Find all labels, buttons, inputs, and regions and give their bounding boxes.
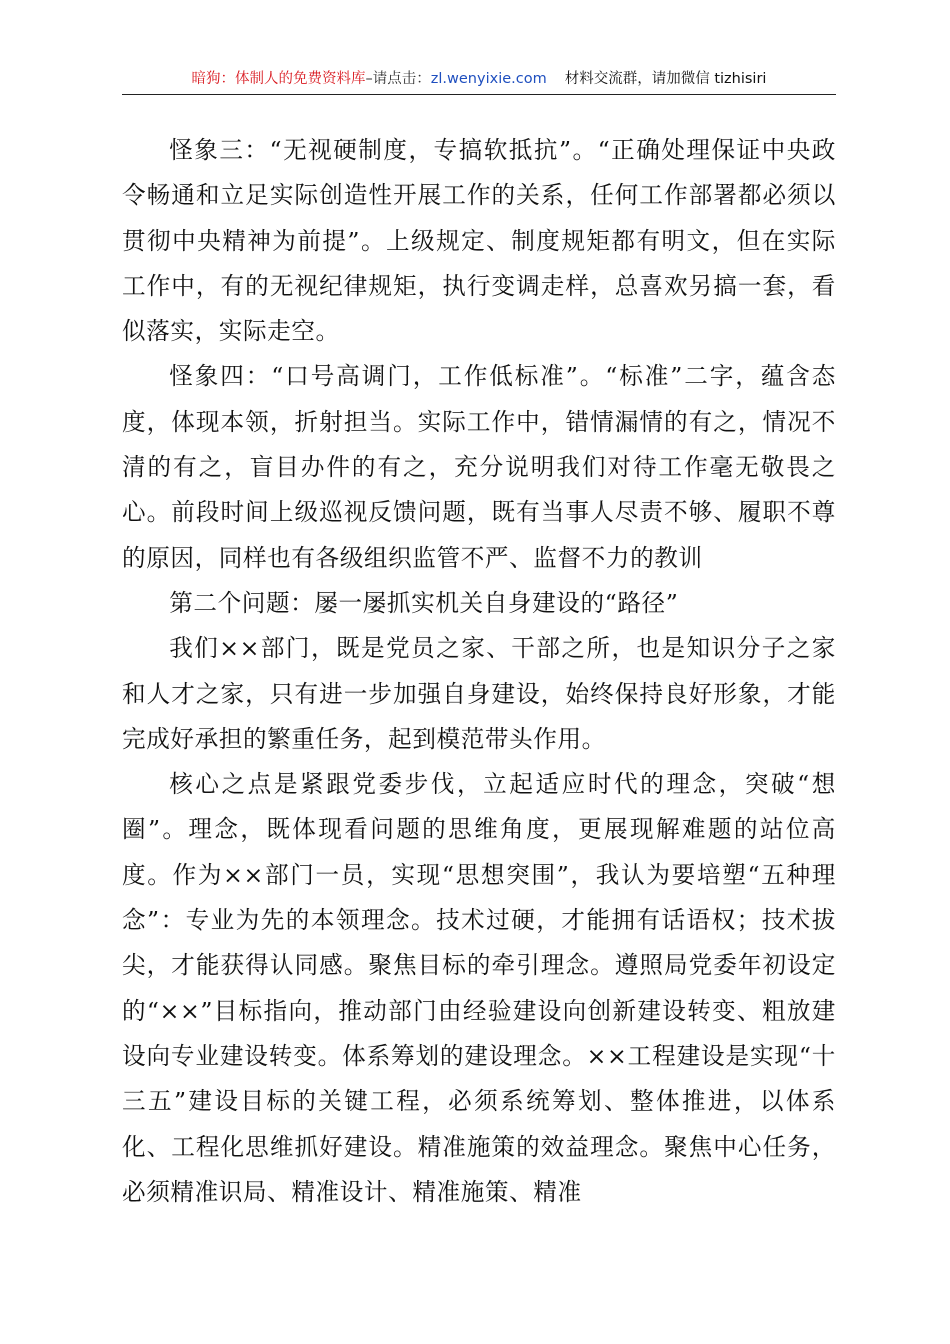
header-link[interactable]: zl.wenyixie.com bbox=[430, 71, 547, 87]
header-separator: –请点击： bbox=[365, 71, 431, 87]
page-header bbox=[122, 66, 836, 92]
header-wechat-note: 材料交流群，请加微信 tizhisiri bbox=[564, 71, 767, 87]
paragraph-department-intro: 我们××部门，既是党员之家、干部之所，也是知识分子之家和人才之家，只有进一步加强自身建设，始终保持良好形象，才能完成好承担的繁重任务，起到模范带头作用。 bbox=[122, 634, 836, 753]
header-brand: 暗狗：体制人的免费资料库 bbox=[191, 71, 366, 87]
header-divider bbox=[122, 94, 836, 95]
document-body bbox=[122, 128, 836, 1215]
section-heading-second-question: 第二个问题：屡一屡抓实机关自身建设的“路径” bbox=[169, 588, 679, 617]
paragraph-oddity-four: 怪象四：“口号高调门，工作低标准”。“标准”二字，蕴含态度，体现本领，折射担当。实际工作中，错情漏情的有之，情况不清的有之，盲目办件的有之，充分说明我们对待工作毫无敬畏之心。前段时间上级巡视反馈问题，既有当事人尽责不够、履职不尊的原因，同样也有各级组织监管不严、监督不力的教训 bbox=[122, 362, 836, 572]
paragraph-oddity-three: 怪象三：“无视硬制度，专搞软抵抗”。“正确处理保证中央政令畅通和立足实际创造性开展工作的关系，任何工作部署都必须以贯彻中央精神为前提”。上级规定、制度规矩都有明文，但在实际工作中，有的无视纪律规矩，执行变调走样，总喜欢另搞一套，看似落实，实际走空。 bbox=[122, 136, 836, 346]
paragraph-core-point: 核心之点是紧跟党委步伐，立起适应时代的理念，突破“想圈”。理念，既体现看问题的思维角度，更展现解难题的站位高度。作为××部门一员，实现“思想突围”，我认为要培塑“五种理念”：专业为先的本领理念。技术过硬，才能拥有话语权；技术拔尖，才能获得认同感。聚焦目标的牵引理念。遵照局党委年初设定的“××”目标指向，推动部门由经验建设向创新建设转变、粗放建设向专业建设转变。体系筹划的建设理念。××工程建设是实现“十三五”建设目标的关键工程，必须系统筹划、整体推进，以体系化、工程化思维抓好建设。精准施策的效益理念。聚焦中心任务，必须精准识局、精准设计、精准施策、精准 bbox=[122, 770, 836, 1206]
